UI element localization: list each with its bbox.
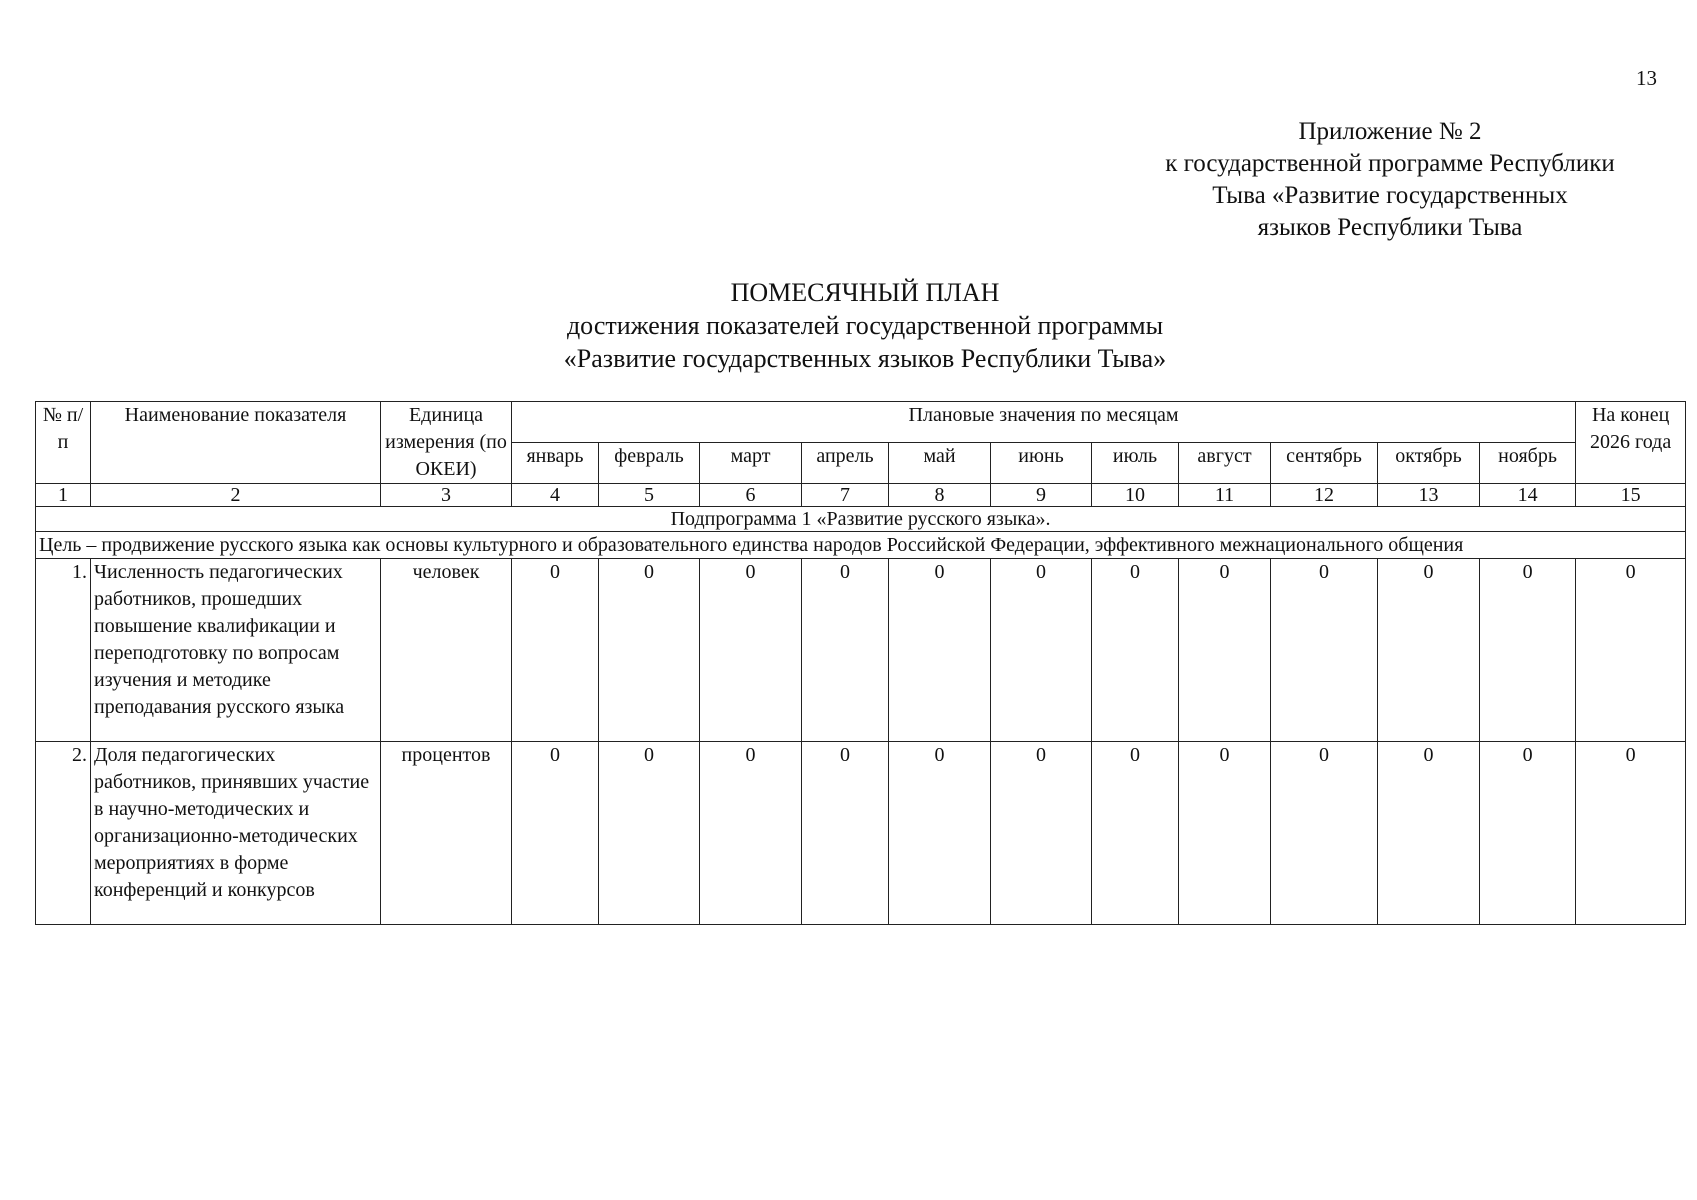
indicator-value: 0 <box>1092 559 1179 742</box>
indicator-value: 0 <box>991 559 1092 742</box>
indicator-value: 0 <box>1576 742 1686 925</box>
indicator-value: 0 <box>802 559 889 742</box>
indicator-value: 0 <box>1480 559 1576 742</box>
title-line-1: ПОМЕСЯЧНЫЙ ПЛАН <box>730 278 1000 307</box>
indicator-value: 0 <box>1179 559 1271 742</box>
indicator-value: 0 <box>889 742 991 925</box>
indicator-value: 0 <box>802 742 889 925</box>
appendix-line-1: Приложение № 2 <box>1298 118 1482 145</box>
indicator-value: 0 <box>512 559 599 742</box>
month-header: апрель <box>802 443 889 484</box>
subprogram-row <box>36 507 1686 532</box>
subprogram-title: Подпрограмма 1 «Развитие русского языка». <box>36 507 1686 532</box>
month-header: май <box>889 443 991 484</box>
document-title <box>0 276 1697 375</box>
header-row-1 <box>36 402 1686 443</box>
indicator-value: 0 <box>889 559 991 742</box>
month-header: февраль <box>599 443 700 484</box>
column-number: 13 <box>1378 484 1480 507</box>
title-line-2: достижения показателей государственной программы <box>566 311 1164 340</box>
indicator-value: 0 <box>1271 559 1378 742</box>
indicator-value: 0 <box>512 742 599 925</box>
indicator-name: Доля педагогических работников, принявших участие в научно-методических и организационно-методических мероприятиях в форме конференций и конкурсов <box>91 742 381 925</box>
title-line-3: «Развитие государственных языков Республики Тыва» <box>563 344 1167 373</box>
appendix-line-4: языков Республики Тыва <box>1257 214 1523 241</box>
header-unit: Единица измерения (по ОКЕИ) <box>381 402 512 484</box>
indicator-unit: человек <box>381 559 512 742</box>
header-name: Наименование показателя <box>91 402 381 484</box>
month-header: июнь <box>991 443 1092 484</box>
indicator-unit: процентов <box>381 742 512 925</box>
indicator-rows <box>36 559 1686 925</box>
month-header: март <box>700 443 802 484</box>
column-numbers-row <box>36 484 1686 507</box>
month-header: июль <box>1092 443 1179 484</box>
indicator-value: 0 <box>1092 742 1179 925</box>
indicator-number: 1. <box>36 559 91 742</box>
appendix-line-3: Тыва «Развитие государственных <box>1212 182 1568 209</box>
page-number: 13 <box>1636 66 1657 90</box>
column-number: 12 <box>1271 484 1378 507</box>
goal-row <box>36 532 1686 559</box>
indicator-value: 0 <box>1378 742 1480 925</box>
month-header: январь <box>512 443 599 484</box>
indicator-number: 2. <box>36 742 91 925</box>
indicator-value: 0 <box>1378 559 1480 742</box>
column-number: 7 <box>802 484 889 507</box>
column-number: 15 <box>1576 484 1686 507</box>
column-number: 9 <box>991 484 1092 507</box>
goal-text: Цель – продвижение русского языка как основы культурного и образовательного единства народов Российской Федерации, эффективного межнационального общения <box>36 532 1686 559</box>
plan-table <box>35 401 1686 925</box>
column-number: 6 <box>700 484 802 507</box>
header-end: На конец 2026 года <box>1576 402 1686 484</box>
month-header: октябрь <box>1378 443 1480 484</box>
appendix-line-2: к государственной программе Республики <box>1165 150 1615 177</box>
indicator-value: 0 <box>1480 742 1576 925</box>
column-number: 8 <box>889 484 991 507</box>
indicator-row <box>36 742 1686 925</box>
indicator-name: Численность педагогических работников, прошедших повышение квалификации и переподготовку по вопросам изучения и методике преподавания русского языка <box>91 559 381 742</box>
indicator-value: 0 <box>599 559 700 742</box>
column-number: 14 <box>1480 484 1576 507</box>
appendix-header <box>1120 116 1660 244</box>
indicator-row <box>36 559 1686 742</box>
column-number: 3 <box>381 484 512 507</box>
column-number: 2 <box>91 484 381 507</box>
indicator-value: 0 <box>599 742 700 925</box>
header-plan: Плановые значения по месяцам <box>512 402 1576 443</box>
column-number: 10 <box>1092 484 1179 507</box>
indicator-value: 0 <box>991 742 1092 925</box>
indicator-value: 0 <box>700 559 802 742</box>
column-number: 1 <box>36 484 91 507</box>
indicator-value: 0 <box>1271 742 1378 925</box>
column-number: 5 <box>599 484 700 507</box>
indicator-value: 0 <box>1179 742 1271 925</box>
column-number: 11 <box>1179 484 1271 507</box>
column-number: 4 <box>512 484 599 507</box>
indicator-value: 0 <box>700 742 802 925</box>
header-num: № п/п <box>36 402 91 484</box>
month-header: ноябрь <box>1480 443 1576 484</box>
indicator-value: 0 <box>1576 559 1686 742</box>
month-header: сентябрь <box>1271 443 1378 484</box>
month-header: август <box>1179 443 1271 484</box>
